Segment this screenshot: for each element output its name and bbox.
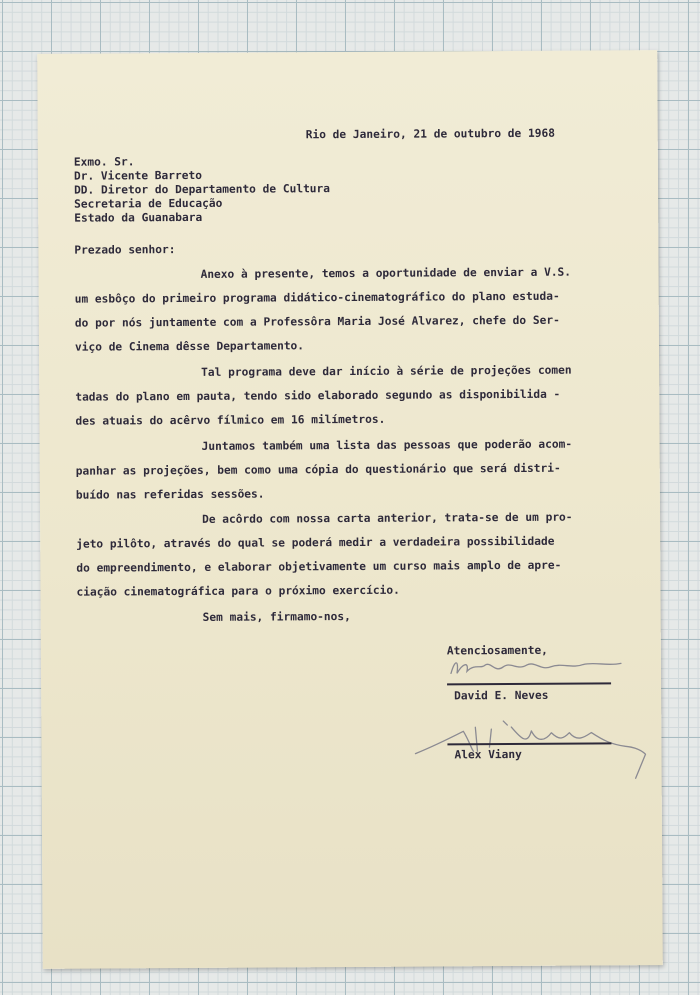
signatory-name: Alex Viany [454,747,522,762]
body-line: panhar as projeções, bem como uma cópia do questionário que será distri- [75,461,561,478]
body-line: jeto pilôto, através do qual se poderá medir a verdadeira possibilidade [76,534,555,551]
body-line: Tal programa deve dar início à série de projeções comen [201,363,572,379]
body-line: do empreendimento, e elaborar objetivamente um curso mais amplo de apre- [76,558,562,575]
body-line: do por nós juntamente com a Professôra Maria José Alvarez, chefe do Ser- [74,313,560,330]
recipient-line: Dr. Vicente Barreto [73,168,202,183]
letter-sheet [37,50,663,969]
date-line: Rio de Janeiro, 21 de outubro de 1968 [305,126,555,142]
body-line: ciação cinematográfica para o próximo exercício. [76,583,400,599]
body-line: um esbôço do primeiro programa didático-cinematográfico do plano estuda- [74,289,560,306]
body-line: De acôrdo com nossa carta anterior, trata-se de um pro- [202,510,573,526]
body-line: Anexo à presente, temos a oportunidade de enviar a V.S. [200,265,572,281]
closing: Atenciosamente, [446,643,548,658]
recipient-line: Secretaria de Educação [74,196,223,211]
body-line: Juntamos também uma lista das pessoas que poderão acom- [201,437,573,453]
signature-line [447,682,611,685]
body-line: buído nas referidas sessões. [75,487,265,502]
recipient-line: DD. Diretor do Departamento de Cultura [74,182,331,197]
body-line: viço de Cinema dêsse Departamento. [74,339,305,354]
recipient-line: Exmo. Sr. [73,155,135,169]
body-line: tadas do plano em pauta, tendo sido elaborado segundo as disponibilida - [75,387,561,404]
recipient-line: Estado da Guanabara [74,210,203,225]
signature-david-neves [445,650,635,683]
body-line: Sem mais, firmamo-nos, [202,609,351,624]
signature-alex-viany [411,710,651,781]
salutation: Prezado senhor: [74,243,176,257]
signatory-name: David E. Neves [454,688,549,703]
body-line: des atuais do acêrvo fílmico em 16 milímetros. [75,412,386,428]
